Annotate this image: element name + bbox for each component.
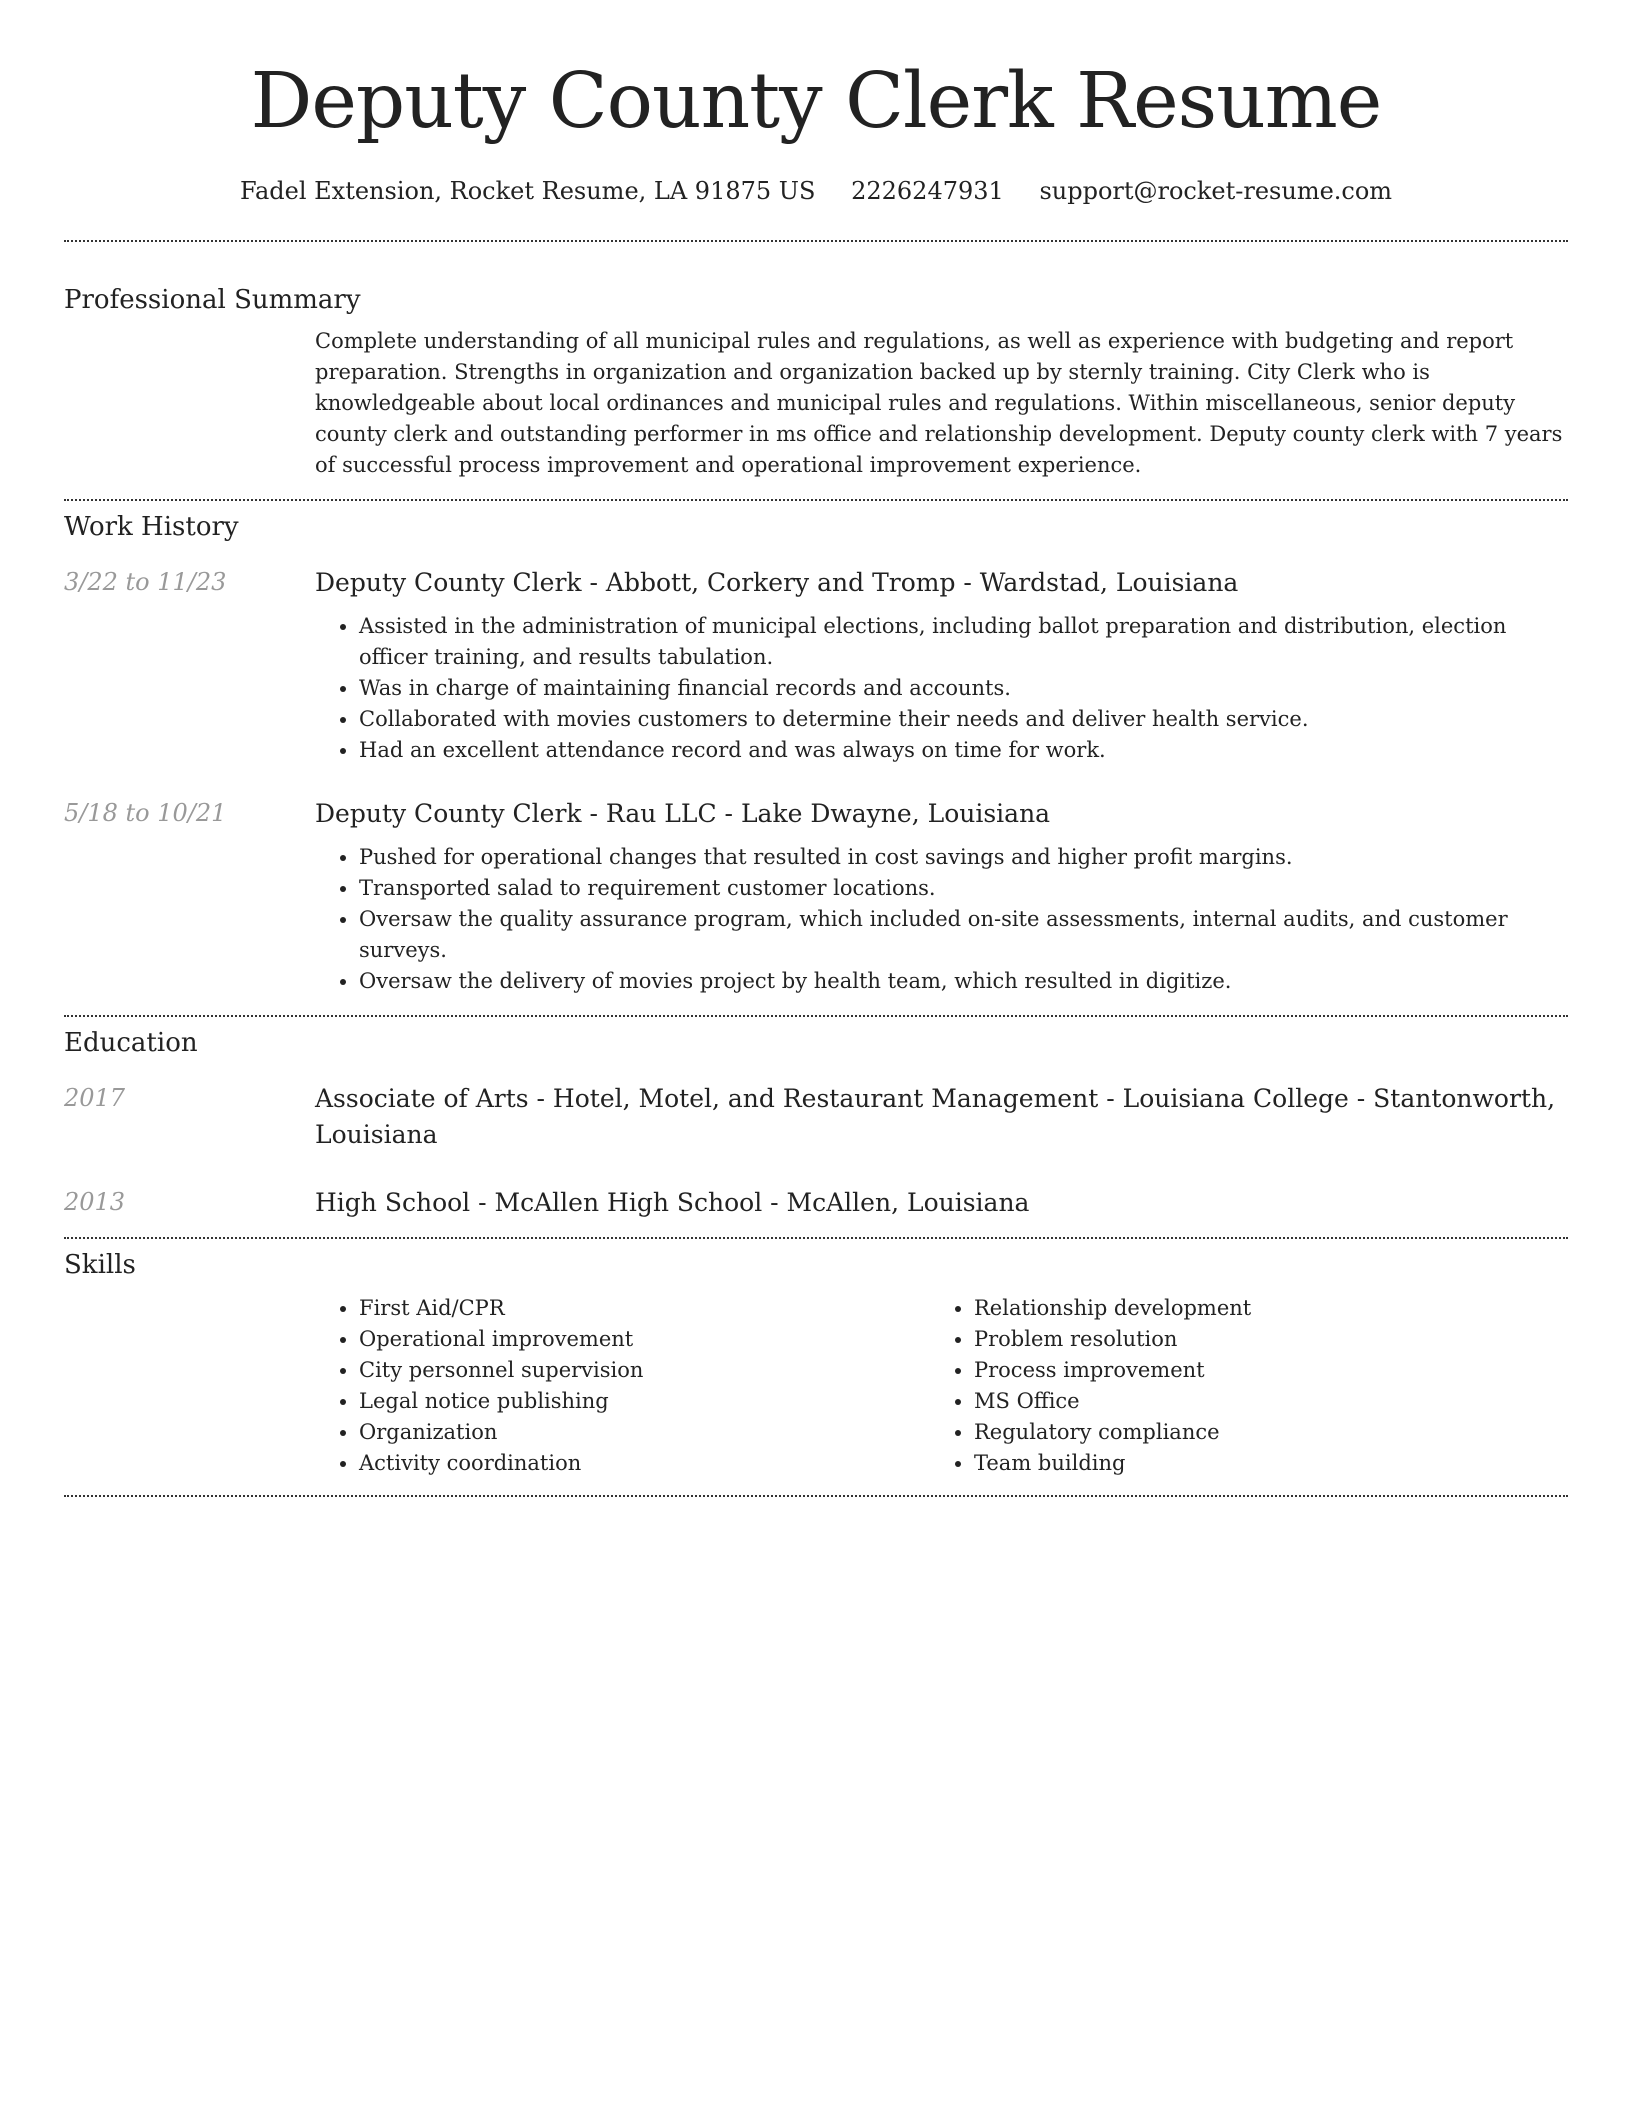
- job-entry: [64, 796, 1568, 997]
- skill-item: • Legal notice publishing: [359, 1386, 930, 1417]
- education-degree: High School: [315, 1188, 471, 1217]
- contact-line: [64, 176, 1568, 206]
- skill-item: • Relationship development: [974, 1293, 1545, 1324]
- skill-item: • Team building: [974, 1448, 1545, 1479]
- divider: [64, 499, 1568, 501]
- job-title: [315, 565, 1568, 601]
- list-item: • Transported salad to requirement customer locations.: [359, 873, 1568, 904]
- section-title-education: Education: [64, 1028, 198, 1058]
- skill-item: • Process improvement: [974, 1355, 1545, 1386]
- skill-item: • Regulatory compliance: [974, 1417, 1545, 1448]
- summary-row: [64, 326, 1568, 481]
- divider: [64, 240, 1568, 242]
- job-role: Deputy County Clerk: [315, 568, 582, 597]
- job-entry: [64, 565, 1568, 766]
- job-bullets: [315, 611, 1568, 766]
- summary-spacer: [64, 326, 315, 481]
- job-dates: 3/22 to 11/23: [64, 568, 227, 596]
- education-degree: Associate of Arts - Hotel, Motel, and Restaurant Management: [315, 1084, 1099, 1113]
- section-title-work: Work History: [64, 512, 239, 542]
- resume-title: Deputy County Clerk Resume: [250, 57, 1382, 146]
- skills-list-left: [315, 1293, 930, 1479]
- job-role: Deputy County Clerk: [315, 799, 582, 828]
- list-item: • Had an excellent attendance record and was always on time for work.: [359, 735, 1568, 766]
- education-details: - Louisiana College - Stantonworth, Louisiana: [315, 1084, 1556, 1149]
- section-title-summary: Professional Summary: [64, 285, 361, 315]
- education-title: [315, 1081, 1568, 1153]
- phone: 2226247931: [851, 177, 1004, 205]
- skill-item: • Organization: [359, 1417, 930, 1448]
- divider: [64, 1015, 1568, 1017]
- list-item: • Assisted in the administration of municipal elections, including ballot preparation and distribution, election officer training, and results tabulation.: [359, 611, 1568, 673]
- divider: [64, 1237, 1568, 1239]
- job-details: - Rau LLC - Lake Dwayne, Louisiana: [581, 799, 1051, 828]
- skills-row: [64, 1293, 1568, 1479]
- skill-item: • MS Office: [974, 1386, 1545, 1417]
- education-entry: [64, 1081, 1568, 1153]
- skills-columns: [315, 1293, 1568, 1479]
- job-details: - Abbott, Corkery and Tromp - Wardstad, Louisiana: [581, 568, 1239, 597]
- skill-item: • First Aid/CPR: [359, 1293, 930, 1324]
- divider: [64, 1495, 1568, 1497]
- summary-text: Complete understanding of all municipal rules and regulations, as well as experience with budgeting and report preparation. Strengths in organization and organization backed up by sternly training. City Clerk who is knowledgeable about local ordinances and municipal rules and regulations. Within miscellaneous, senior deputy county clerk and outstanding performer in ms office and relationship development. Deputy county clerk with 7 years of successful process improvement and operational improvement experience.: [315, 329, 1563, 477]
- education-entry: [64, 1185, 1568, 1221]
- skills-spacer: [64, 1293, 315, 1479]
- skill-item: • Activity coordination: [359, 1448, 930, 1479]
- list-item: • Collaborated with movies customers to determine their needs and deliver health service.: [359, 704, 1568, 735]
- section-title-skills: Skills: [64, 1250, 136, 1280]
- skills-list-right: [930, 1293, 1545, 1479]
- skill-item: • Operational improvement: [359, 1324, 930, 1355]
- list-item: • Pushed for operational changes that resulted in cost savings and higher profit margins.: [359, 842, 1568, 873]
- education-details: - McAllen High School - McAllen, Louisiana: [470, 1188, 1030, 1217]
- education-year: 2013: [64, 1188, 126, 1216]
- skill-item: • City personnel supervision: [359, 1355, 930, 1386]
- education-year: 2017: [64, 1084, 126, 1112]
- address: Fadel Extension, Rocket Resume, LA 91875 US: [239, 177, 816, 205]
- education-title: [315, 1185, 1568, 1221]
- job-bullets: [315, 842, 1568, 997]
- list-item: • Oversaw the quality assurance program, which included on-site assessments, internal audits, and customer surveys.: [359, 904, 1568, 966]
- skill-item: • Problem resolution: [974, 1324, 1545, 1355]
- list-item: • Oversaw the delivery of movies project by health team, which resulted in digitize.: [359, 966, 1568, 997]
- job-title: [315, 796, 1568, 832]
- email: support@rocket-resume.com: [1039, 177, 1393, 205]
- resume-page: [64, 0, 1568, 1497]
- job-dates: 5/18 to 10/21: [64, 799, 227, 827]
- list-item: • Was in charge of maintaining financial records and accounts.: [359, 673, 1568, 704]
